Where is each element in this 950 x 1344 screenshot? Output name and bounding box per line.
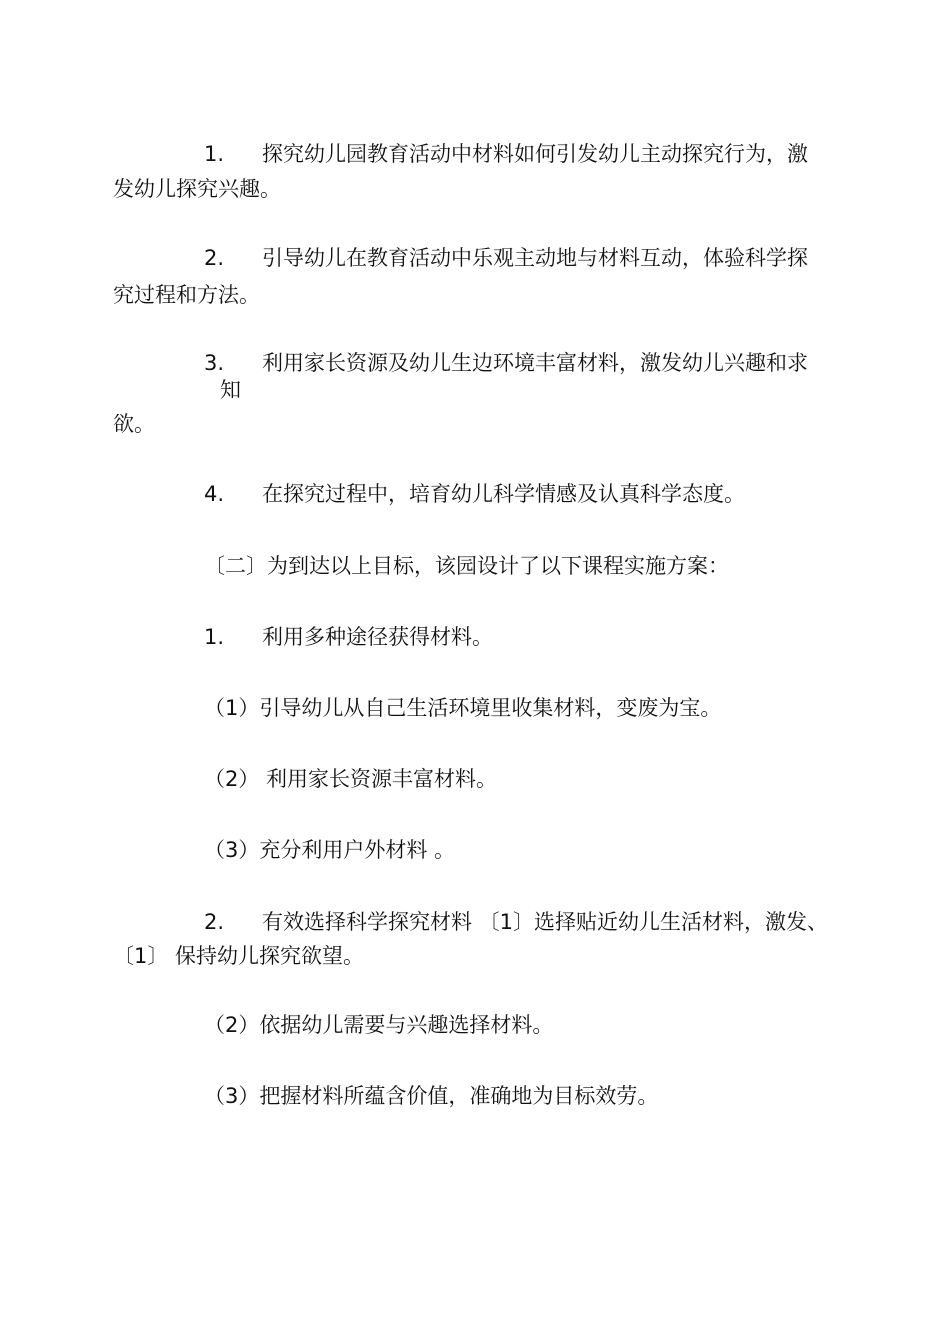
item-text-wrap: 知	[220, 378, 241, 402]
section-heading-text: 〔二〕为到达以上目标，该园设计了以下课程实施方案：	[204, 554, 729, 578]
plan-text: 利用多种途径获得材料。	[262, 625, 493, 649]
item-text-continued: 欲。	[113, 412, 155, 436]
plan-sub-text: （1）引导幼儿从自己生活环境里收集材料，变废为宝。	[204, 696, 722, 720]
plan-text: 有效选择科学探究材料 〔1〕选择贴近幼儿生活材料，激发、	[262, 910, 829, 934]
plan-number: 2.	[204, 910, 225, 934]
item-number: 4.	[204, 482, 225, 506]
plan-number: 1.	[204, 625, 225, 649]
plan-sub-text: （2）依据幼儿需要与兴趣选择材料。	[204, 1013, 554, 1037]
item-text: 引导幼儿在教育活动中乐观主动地与材料互动，体验科学探	[262, 246, 808, 270]
item-number: 1.	[204, 142, 225, 166]
item-text: 在探究过程中，培育幼儿科学情感及认真科学态度。	[262, 482, 745, 506]
item-text: 利用家长资源及幼儿生边环境丰富材料，激发幼儿兴趣和求	[262, 351, 808, 375]
plan-text-continued: 〔1〕 保持幼儿探究欲望。	[113, 944, 365, 968]
item-text-continued: 发幼儿探究兴趣。	[113, 177, 281, 201]
plan-sub-text: （2） 利用家长资源丰富材料。	[204, 767, 498, 791]
item-number: 2.	[204, 246, 225, 270]
item-text: 探究幼儿园教育活动中材料如何引发幼儿主动探究行为，激	[262, 142, 808, 166]
plan-sub-text: （3）充分利用户外材料 。	[204, 838, 456, 862]
item-number: 3.	[204, 351, 225, 375]
item-text-continued: 究过程和方法。	[113, 283, 260, 307]
plan-sub-text: （3）把握材料所蕴含价值，准确地为目标效劳。	[204, 1084, 659, 1108]
